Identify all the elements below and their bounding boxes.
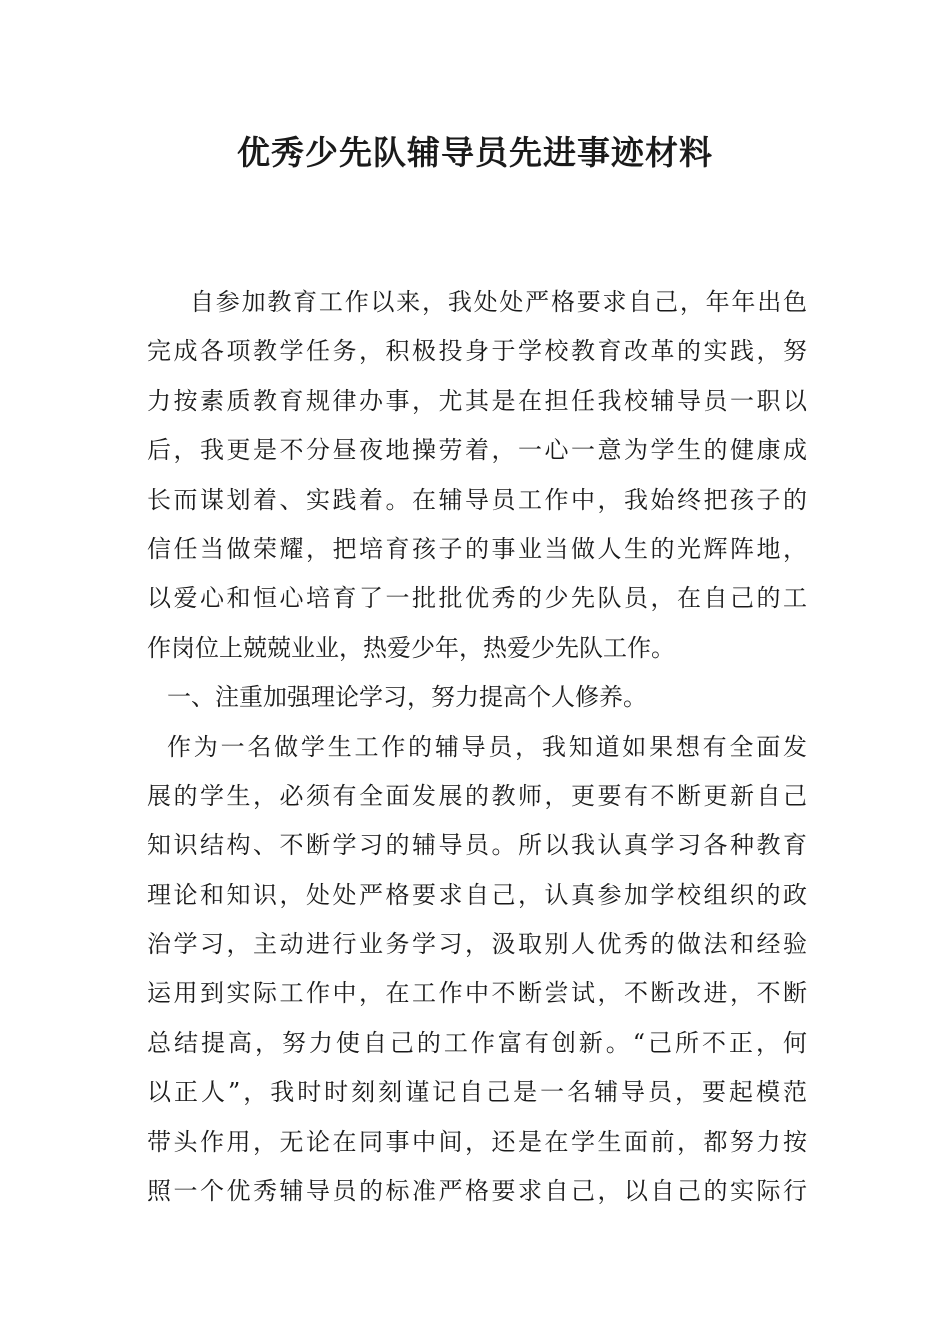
paragraph-line: 知识结构、不断学习的辅导员。所以我认真学习各种教育 [147, 831, 807, 860]
paragraph-line: 自参加教育工作以来，我处处严格要求自己，年年出色 [190, 288, 807, 316]
paragraph-line: 完成各项教学任务，积极投身于学校教育改革的实践，努 [147, 337, 807, 366]
document-title: 优秀少先队辅导员先进事迹材料 [237, 133, 713, 172]
paragraph-line: 以爱心和恒心培育了一批批优秀的少先队员，在自己的工 [147, 584, 807, 613]
paragraph-line: 展的学生，必须有全面发展的教师，更要有不断更新自己 [147, 781, 807, 810]
paragraph-line: 后，我更是不分昼夜地操劳着，一心一意为学生的健康成 [147, 436, 807, 465]
paragraph-line: 作为一名做学生工作的辅导员，我知道如果想有全面发 [167, 732, 807, 761]
paragraph-line: 力按素质教育规律办事，尤其是在担任我校辅导员一职以 [147, 386, 807, 415]
paragraph-line: 带头作用，无论在同事中间，还是在学生面前，都努力按 [147, 1127, 807, 1156]
section-heading: 一、注重加强理论学习，努力提高个人修养。 [167, 683, 647, 712]
paragraph-line: 作岗位上兢兢业业，热爱少年，热爱少先队工作。 [147, 633, 675, 662]
paragraph-line: 信任当做荣耀，把培育孩子的事业当做人生的光辉阵地， [147, 534, 807, 563]
paragraph-line: 治学习，主动进行业务学习，汲取别人优秀的做法和经验 [147, 930, 807, 959]
paragraph-line: 运用到实际工作中，在工作中不断尝试，不断改进，不断 [147, 979, 807, 1008]
paragraph-line: 总结提高，努力使自己的工作富有创新。“己所不正，何 [147, 1028, 807, 1057]
paragraph-line: 以正人”，我时时刻刻谨记自己是一名辅导员，要起模范 [147, 1078, 807, 1107]
document-body [147, 278, 807, 1216]
paragraph-line: 照一个优秀辅导员的标准严格要求自己，以自己的实际行 [147, 1177, 807, 1206]
paragraph-line: 长而谋划着、实践着。在辅导员工作中，我始终把孩子的 [147, 485, 807, 514]
paragraph-line: 理论和知识，处处严格要求自己，认真参加学校组织的政 [147, 880, 807, 909]
